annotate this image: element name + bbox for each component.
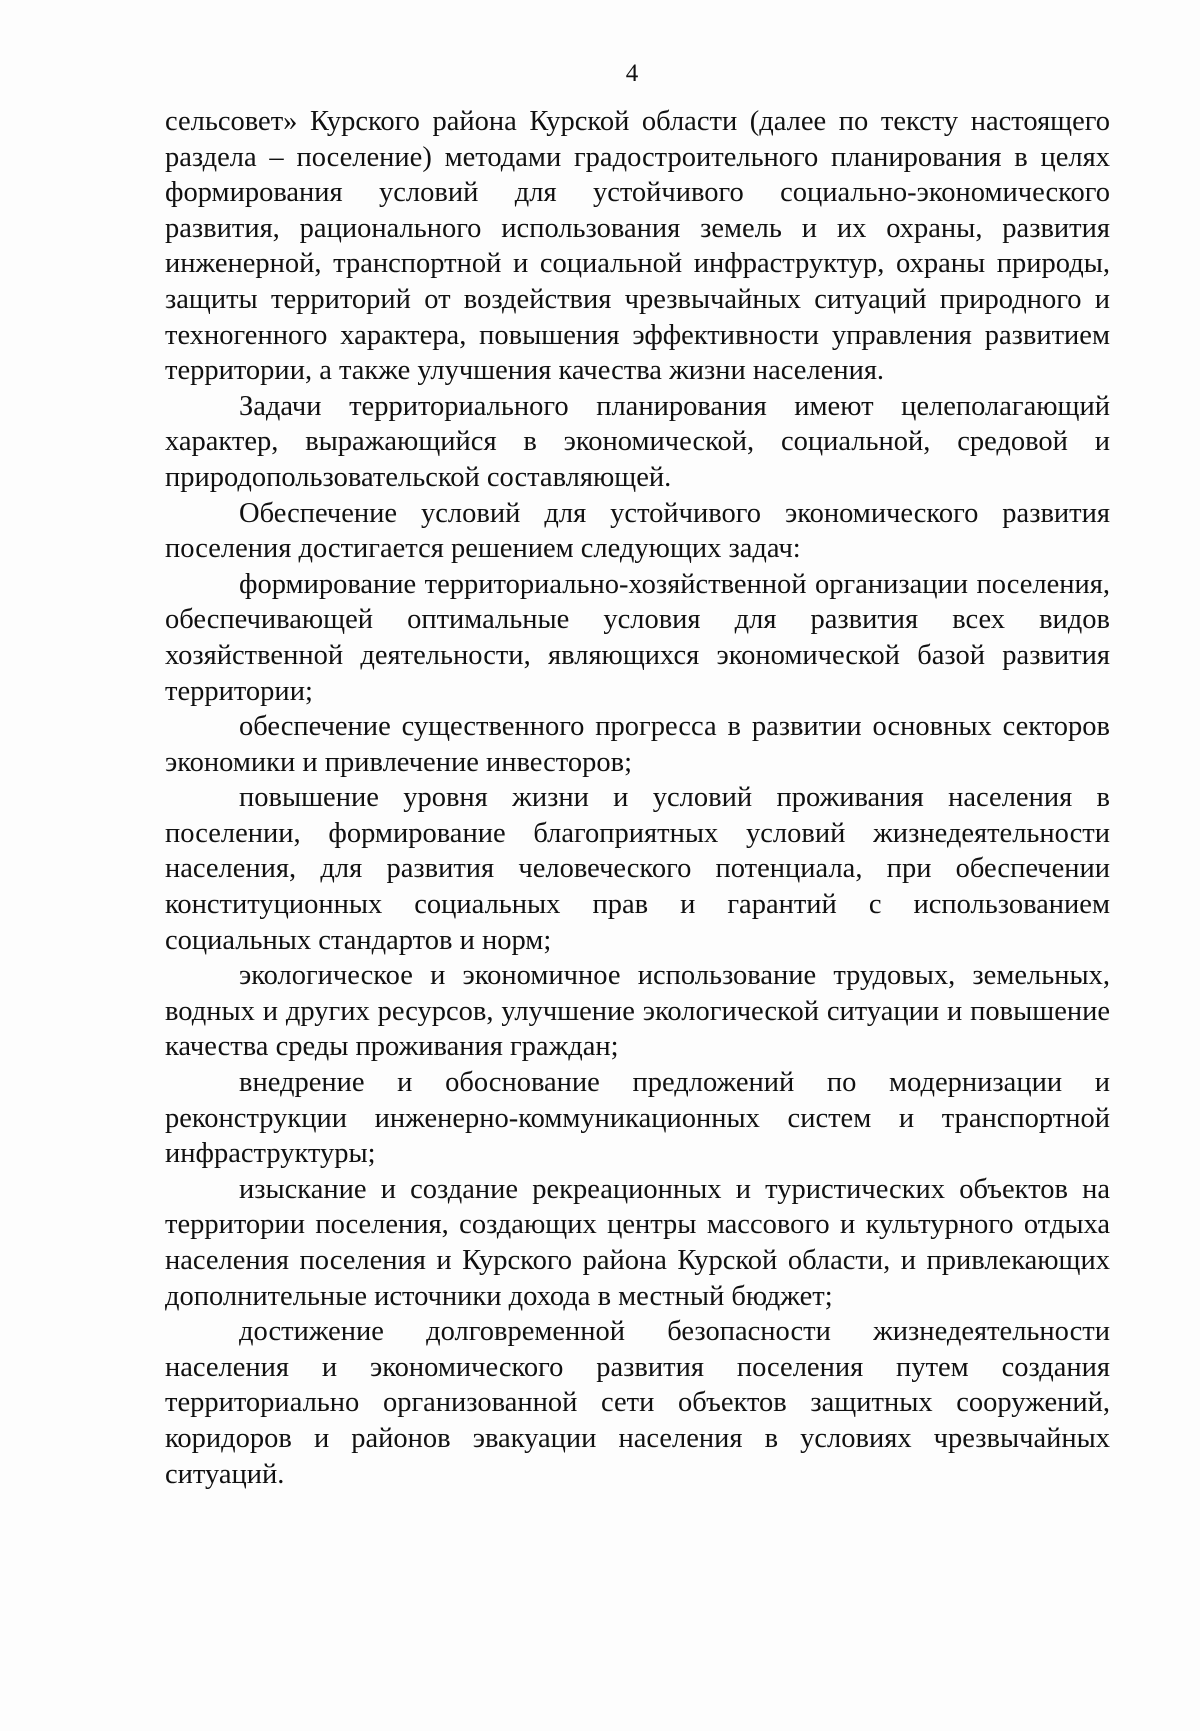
list-item: формирование территориально-хозяйственной организации поселения, обеспечивающей оптимальные условия для развития всех видов хозяйственной деятельности, являющихся экономической базой развития территории;: [165, 568, 1110, 707]
list-item: внедрение и обоснование предложений по модернизации и реконструкции инженерно-коммуникационных систем и транспортной инфраструктуры;: [165, 1067, 1110, 1170]
page-number: 4: [625, 60, 639, 87]
document-body: [165, 104, 1110, 1492]
paragraph-continuation: сельсовет» Курского района Курской области (далее по тексту настоящего раздела – поселение) методами градостроительного планирования в целях формирования условий для устойчивого социально-экономического развития, рационального использования земель и их охраны, развития инженерной, транспортной и социальной инфраструктур, охраны природы, защиты территорий от воздействия чрезвычайных ситуаций природного и техногенного характера, повышения эффективности управления развитием территории, а также улучшения качества жизни населения.: [165, 106, 1110, 387]
list-item: повышение уровня жизни и условий проживания населения в поселении, формирование благоприятных условий жизнедеятельности населения, для развития человеческого потенциала, при обеспечении конституционных социальных прав и гарантий с использованием социальных стандартов и норм;: [165, 782, 1110, 956]
paragraph-economic-development: Обеспечение условий для устойчивого экономического развития поселения достигается решением следующих задач:: [165, 497, 1110, 565]
list-item: достижение долговременной безопасности жизнедеятельности населения и экономического развития поселения путем создания территориально организованной сети объектов защитных сооружений, коридоров и районов эвакуации населения в условиях чрезвычайных ситуаций.: [165, 1316, 1110, 1490]
paragraph-tasks-intro: Задачи территориального планирования имеют целеполагающий характер, выражающийся в экономической, социальной, средовой и природопользовательской составляющей.: [165, 390, 1110, 493]
list-item: обеспечение существенного прогресса в развитии основных секторов экономики и привлечение инвесторов;: [165, 711, 1110, 778]
list-item: изыскание и создание рекреационных и туристических объектов на территории поселения, создающих центры массового и культурного отдыха населения поселения и Курского района Курской области, и привлекающих дополнительные источники дохода в местный бюджет;: [165, 1173, 1110, 1312]
list-item: экологическое и экономичное использование трудовых, земельных, водных и других ресурсов, улучшение экологической ситуации и повышение качества среды проживания граждан;: [165, 960, 1110, 1063]
